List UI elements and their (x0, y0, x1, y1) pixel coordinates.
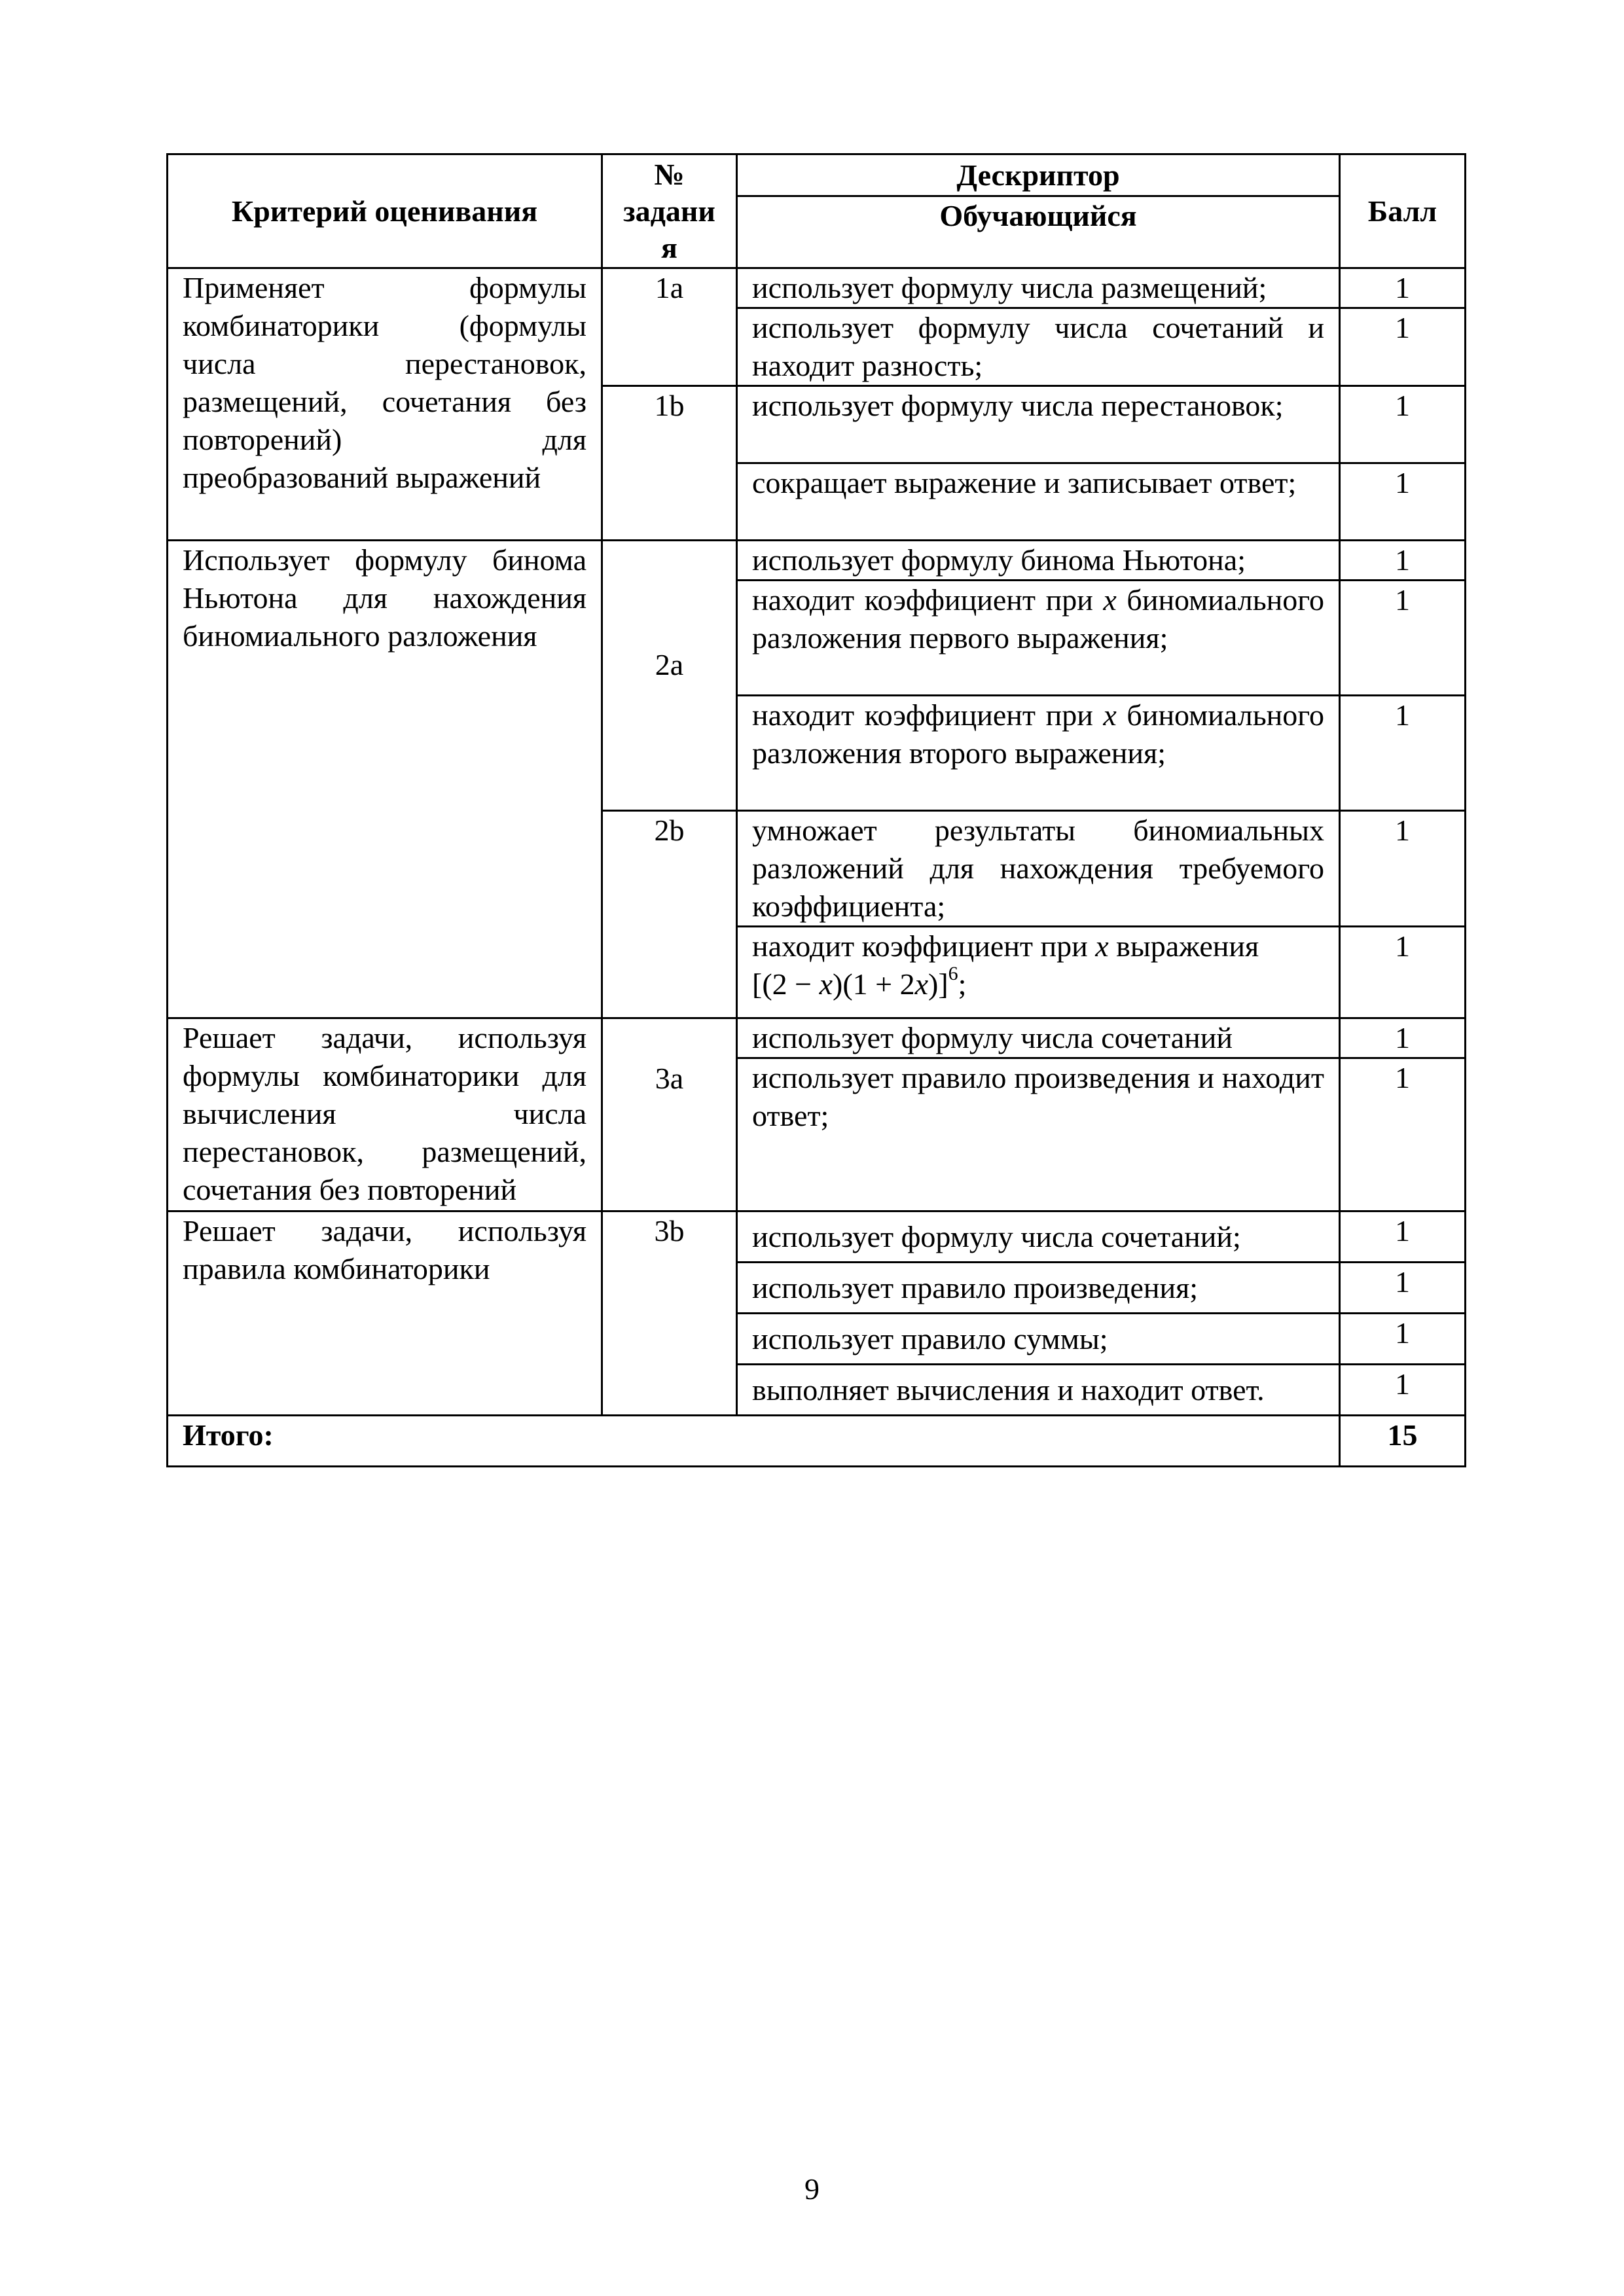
score-cell: 1 (1340, 927, 1466, 1018)
total-score: 15 (1340, 1416, 1466, 1467)
descriptor-text: находит коэффициент при (752, 698, 1093, 732)
variable-x: x (1103, 583, 1117, 617)
header-task-number-line3: я (661, 230, 677, 264)
score-cell: 1 (1340, 811, 1466, 927)
descriptor-cell: использует правило произведения и находит ответ; (737, 1058, 1340, 1211)
score-cell: 1 (1340, 1314, 1466, 1365)
total-label: Итого: (168, 1416, 1340, 1467)
task-number-cell: 2a (602, 541, 737, 811)
criterion-cell: Решает задачи, используя правила комбинаторики (168, 1211, 602, 1416)
formula-part: ; (958, 967, 967, 1001)
formula (752, 963, 967, 1001)
descriptor-cell: использует правило суммы; (737, 1314, 1340, 1365)
total-row (168, 1416, 1466, 1467)
header-task-number (602, 154, 737, 268)
variable-x: x (1103, 698, 1117, 732)
descriptor-cell: использует правило произведения; (737, 1263, 1340, 1314)
descriptor-cell: умножает результаты биномиальных разложений для нахождения требуемого коэффициента; (737, 811, 1340, 927)
table-row (168, 1018, 1466, 1058)
descriptor-cell: использует формулу числа сочетаний (737, 1018, 1340, 1058)
header-task-number-line1: № (654, 157, 685, 191)
score-cell: 1 (1340, 268, 1466, 308)
descriptor-cell: использует формулу числа перестановок; (737, 386, 1340, 463)
descriptor-text-after: биномиального разложения первого выражения; (752, 583, 1325, 655)
header-score: Балл (1340, 154, 1466, 268)
table-row (168, 268, 1466, 308)
formula-exponent: 6 (948, 963, 958, 984)
descriptor-text: находит коэффициент при (752, 583, 1093, 617)
descriptor-cell: использует формулу числа сочетаний; (737, 1211, 1340, 1263)
task-number-cell: 1a (602, 268, 737, 386)
task-number-cell: 2b (602, 811, 737, 1018)
score-cell: 1 (1340, 1018, 1466, 1058)
score-cell: 1 (1340, 1211, 1466, 1263)
formula-part: )(1 + 2 (833, 967, 915, 1001)
descriptor-text: находит коэффициент при (752, 929, 1088, 963)
header-criterion: Критерий оценивания (168, 154, 602, 268)
descriptor-cell: использует формулу числа размещений; (737, 268, 1340, 308)
score-cell: 1 (1340, 696, 1466, 811)
task-number-cell: 3a (602, 1018, 737, 1211)
page-number: 9 (804, 2172, 820, 2206)
formula-part: )] (928, 967, 948, 1001)
descriptor-cell: использует формулу бинома Ньютона; (737, 541, 1340, 581)
score-cell: 1 (1340, 541, 1466, 581)
score-cell: 1 (1340, 386, 1466, 463)
score-cell: 1 (1340, 1365, 1466, 1416)
formula-part: [(2 − (752, 967, 820, 1001)
formula-variable: x (914, 967, 929, 1001)
header-row (168, 154, 1466, 196)
header-descriptor: Дескриптор (737, 154, 1340, 196)
task-number-cell: 1b (602, 386, 737, 541)
header-descriptor-student: Обучающийся (737, 196, 1340, 268)
task-number-cell: 3b (602, 1211, 737, 1416)
score-cell: 1 (1340, 308, 1466, 386)
descriptor-cell: выполняет вычисления и находит ответ. (737, 1365, 1340, 1416)
score-cell: 1 (1340, 1058, 1466, 1211)
descriptor-cell: использует формулу числа сочетаний и находит разность; (737, 308, 1340, 386)
score-cell: 1 (1340, 463, 1466, 541)
criterion-cell: Использует формулу бинома Ньютона для нахождения биномиального разложения (168, 541, 602, 1018)
descriptor-text-after: выражения (1116, 929, 1259, 963)
document-page (166, 153, 1464, 1467)
variable-x: x (1095, 929, 1109, 963)
table-row (168, 541, 1466, 581)
descriptor-cell (737, 927, 1340, 1018)
descriptor-text-after: биномиального разложения второго выражения; (752, 698, 1325, 770)
descriptor-cell: сокращает выражение и записывает ответ; (737, 463, 1340, 541)
descriptor-cell (737, 581, 1340, 696)
table-row (168, 1211, 1466, 1263)
score-cell: 1 (1340, 1263, 1466, 1314)
header-task-number-line2: задани (623, 194, 715, 228)
criterion-cell: Решает задачи, используя формулы комбинаторики для вычисления числа перестановок, размещений, сочетания без повторений (168, 1018, 602, 1211)
criterion-cell: Применяет формулы комбинаторики (формулы числа перестановок, размещений, сочетания без повторений) для преобразований выражений (168, 268, 602, 541)
formula-variable: x (819, 967, 833, 1001)
assessment-rubric-table (166, 153, 1466, 1467)
score-cell: 1 (1340, 581, 1466, 696)
descriptor-cell (737, 696, 1340, 811)
